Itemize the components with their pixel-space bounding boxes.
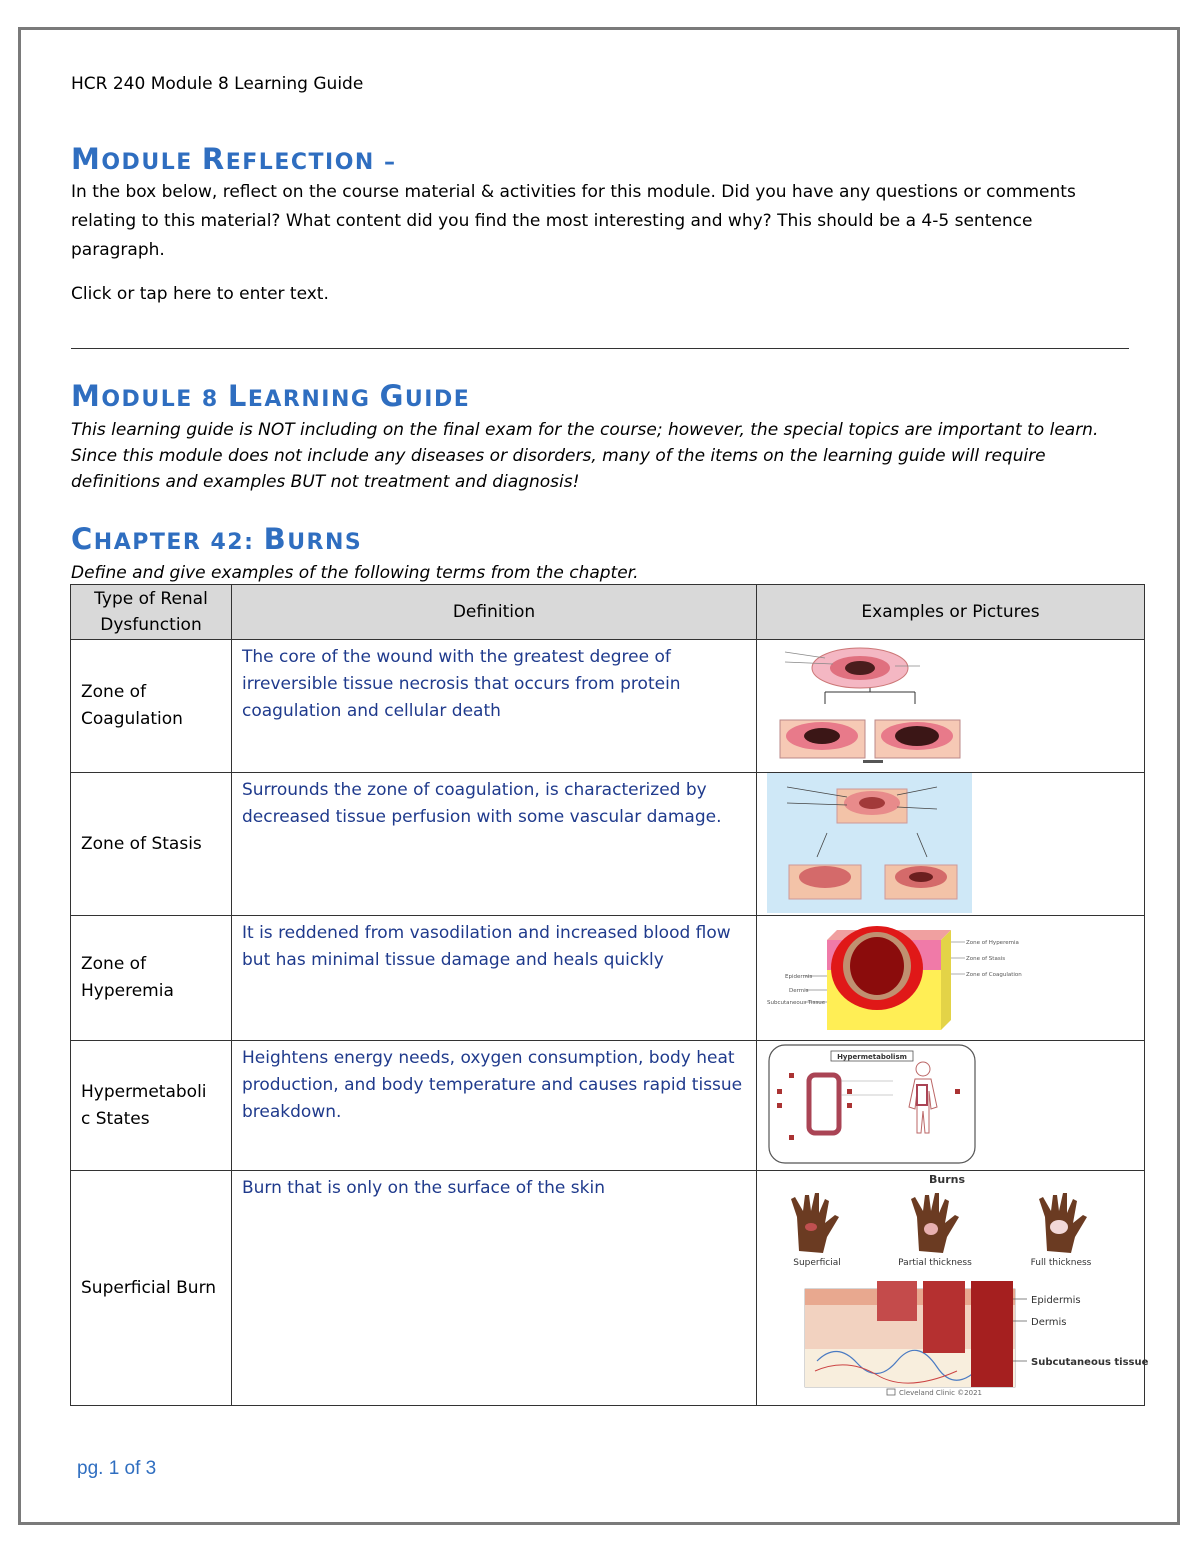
column-header-term: Type of Renal Dysfunction [71, 585, 232, 640]
table-row [71, 773, 1145, 916]
burn-type-superficial: Superficial [793, 1258, 841, 1268]
example-cell [757, 773, 1145, 916]
zone-of-stasis-diagram [767, 773, 972, 913]
term-cell: Superficial Burn [71, 1171, 232, 1406]
hypermetabolism-diagram [765, 1041, 979, 1167]
image-credit: Cleveland Clinic ©2021 [899, 1389, 982, 1397]
label-dermis: Dermis [789, 988, 809, 994]
definition-cell[interactable]: Surrounds the zone of coagulation, is characterized by decreased tissue perfusion with some vascular damage. [232, 773, 757, 916]
layer-subcutaneous: Subcutaneous tissue [1031, 1357, 1149, 1368]
burn-zones-3d-diagram [765, 916, 1022, 1038]
term-cell: Zone of Hyperemia [71, 916, 232, 1041]
burn-depth-diagram [757, 1171, 1149, 1401]
terms-table [70, 584, 1149, 1406]
definition-cell[interactable]: The core of the wound with the greatest degree of irreversible tissue necrosis that occurs from protein coagulation and cellular death [232, 640, 757, 773]
page-number: pg. 1 of 3 [77, 1458, 157, 1479]
term-cell: Zone of Coagulation [71, 640, 232, 773]
example-cell [757, 640, 1145, 773]
burn-type-full: Full thickness [1030, 1258, 1092, 1268]
term-cell: Hypermetaboli c States [71, 1041, 232, 1171]
layer-epidermis: Epidermis [1031, 1295, 1081, 1306]
label-epidermis: Epidermis [785, 974, 813, 980]
table-header-row [71, 585, 1145, 640]
example-cell [757, 1171, 1149, 1406]
example-cell [757, 916, 1145, 1041]
hypermetabolism-title: Hypermetabolism [837, 1053, 907, 1061]
label-stasis: Zone of Stasis [966, 956, 1006, 962]
reflection-prompt: In the box below, reflect on the course material & activities for this module. Did you have any questions or comments relating to this material? What content did you find the most interesting and why? This should be a 4-5 sentence paragraph. [71, 182, 1076, 260]
column-header-examples: Examples or Pictures [757, 585, 1145, 640]
chapter-heading: CHAPTER 42: BURNS [71, 522, 363, 556]
label-hyperemia: Zone of Hyperemia [966, 940, 1019, 946]
burns-title: Burns [928, 1173, 966, 1186]
table-row [71, 1171, 1145, 1406]
reflection-text-entry[interactable]: Click or tap here to enter text. [71, 284, 329, 304]
burn-type-partial: Partial thickness [898, 1258, 972, 1268]
reflection-heading: MODULE REFLECTION – [71, 142, 397, 176]
label-coagulation: Zone of Coagulation [966, 972, 1022, 978]
table-row [71, 1041, 1145, 1171]
learning-guide-heading: MODULE 8 LEARNING GUIDE [71, 379, 471, 413]
column-header-definition: Definition [232, 585, 757, 640]
table-row [71, 640, 1145, 773]
learning-guide-intro: This learning guide is NOT including on the final exam for the course; however, the special topics are important to learn. Since this module does not include any diseases or disorders, many of the items on the learning guide will require definitions and examples BUT not treatment and diagnosis! [71, 420, 1099, 492]
definition-cell[interactable]: Heightens energy needs, oxygen consumption, body heat production, and body temperature and causes rapid tissue breakdown. [232, 1041, 757, 1171]
layer-dermis: Dermis [1031, 1317, 1067, 1328]
label-subcutaneous: Subcutaneous Tissue [767, 1000, 826, 1006]
definition-cell[interactable]: Burn that is only on the surface of the skin [232, 1171, 757, 1406]
table-row [71, 916, 1145, 1041]
document-header: HCR 240 Module 8 Learning Guide [71, 74, 364, 94]
chapter-instruction: Define and give examples of the following terms from the chapter. [71, 563, 639, 583]
zone-of-coagulation-diagram [775, 640, 965, 768]
example-cell [757, 1041, 1145, 1171]
section-divider [71, 348, 1129, 349]
definition-cell[interactable]: It is reddened from vasodilation and increased blood flow but has minimal tissue damage and heals quickly [232, 916, 757, 1041]
term-cell: Zone of Stasis [71, 773, 232, 916]
